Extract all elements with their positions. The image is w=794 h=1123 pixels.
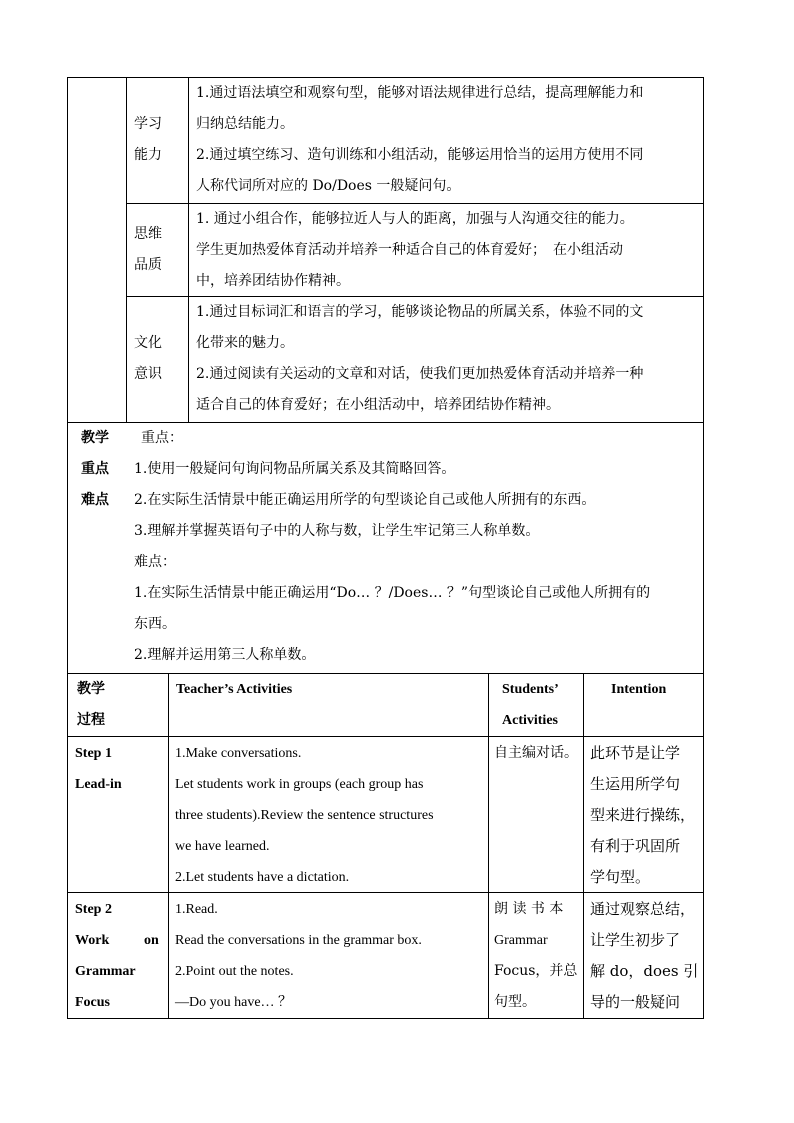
step-title: Lead-in xyxy=(75,777,122,792)
learning-ability-text: 人称代词所对应的 Do/Does 一般疑问句。 xyxy=(196,178,461,194)
key-points-text: 东西。 xyxy=(134,616,176,632)
key-points-text: 重点： xyxy=(141,430,183,446)
teacher-activity-text: Let students work in groups (each group has xyxy=(175,777,424,792)
teacher-activity-text: we have learned. xyxy=(175,839,270,854)
intention-text: 导的一般疑问 xyxy=(590,993,681,1011)
row-divider xyxy=(67,673,704,674)
cultural-awareness-label: 意识 xyxy=(134,366,162,382)
teacher-activity-text: Read the conversations in the grammar box. xyxy=(175,933,422,948)
key-points-text: 2.理解并运用第三人称单数。 xyxy=(134,647,316,663)
step-title: on xyxy=(144,933,159,948)
teacher-activity-text: —Do you have… ？ xyxy=(175,995,293,1010)
learning-ability-text: 1.通过语法填空和观察句型，能够对语法规律进行总结，提高理解能力和 xyxy=(196,85,644,101)
learning-ability-text: 2.通过填空练习、造句训练和小组活动，能够运用恰当的运用方使用不同 xyxy=(196,147,644,163)
step-title: Work xyxy=(75,933,110,948)
key-points-text: 1.使用一般疑问句询问物品所属关系及其简略回答。 xyxy=(134,461,456,477)
table-border-right xyxy=(703,77,704,1019)
col-divider xyxy=(583,673,584,1019)
teacher-activity-text: 2.Let students have a dictation. xyxy=(175,870,350,885)
teacher-activity-text: 1.Make conversations. xyxy=(175,746,302,761)
intention-text: 解 do，does 引 xyxy=(590,962,699,980)
student-activity-text: 自主编对话。 xyxy=(494,745,578,761)
col-divider xyxy=(168,673,169,1019)
student-activity-text: 朗 读 书 本 xyxy=(494,901,564,917)
thinking-quality-text: 学生更加热爱体育活动并培养一种适合自己的体育爱好； 在小组活动 xyxy=(196,242,623,258)
step-title: Step 2 xyxy=(75,902,112,917)
student-activity-text: Grammar xyxy=(494,933,548,948)
key-points-text: 2.在实际生活情景中能正确运用所学的句型谈论自己或他人所拥有的东西。 xyxy=(134,492,596,508)
step-title: Focus xyxy=(75,995,110,1010)
learning-ability-label: 能力 xyxy=(134,147,162,163)
table-border-left xyxy=(67,77,68,1019)
intention-text: 生运用所学句 xyxy=(590,775,681,793)
col-divider xyxy=(188,77,189,423)
cultural-awareness-text: 适合自己的体育爱好；在小组活动中，培养团结协作精神。 xyxy=(196,397,560,413)
thinking-quality-label: 品质 xyxy=(134,257,162,273)
intention-text: 通过观察总结， xyxy=(590,900,696,918)
student-activity-text: Focus，并总 xyxy=(494,963,578,979)
intention-text: 此环节是让学 xyxy=(590,744,681,762)
step-title: Step 1 xyxy=(75,746,112,761)
process-header-label: 过程 xyxy=(77,712,105,728)
intention-text: 型来进行操练， xyxy=(590,806,696,824)
row-divider xyxy=(67,736,704,737)
cultural-awareness-text: 1.通过目标词汇和语言的学习，能够谈论物品的所属关系，体验不同的文 xyxy=(196,304,644,320)
intention-header: Intention xyxy=(611,682,667,697)
student-activity-text: 句型。 xyxy=(494,994,536,1010)
col-divider xyxy=(126,77,127,423)
thinking-quality-text: 中，培养团结协作精神。 xyxy=(196,273,350,289)
table-border-bottom xyxy=(67,1018,704,1019)
cultural-awareness-text: 化带来的魅力。 xyxy=(196,335,294,351)
key-points-label: 重点 xyxy=(81,461,109,477)
teacher-activities-header: Teacher’s Activities xyxy=(176,682,293,697)
key-points-text: 1.在实际生活情景中能正确运用“Do… ？/Does… ？”句型谈论自己或他人所拥有的 xyxy=(134,585,651,601)
teacher-activity-text: 2.Point out the notes. xyxy=(175,964,294,979)
intention-text: 有利于巩固所 xyxy=(590,837,681,855)
learning-ability-label: 学习 xyxy=(134,116,162,132)
thinking-quality-label: 思维 xyxy=(134,226,162,242)
students-activities-header: Students’ xyxy=(502,682,559,697)
key-points-text: 难点： xyxy=(134,554,176,570)
teacher-activity-text: 1.Read. xyxy=(175,902,218,917)
thinking-quality-text: 1. 通过小组合作，能够拉近人与人的距离，加强与人沟通交往的能力。 xyxy=(196,211,634,227)
step-title: Grammar xyxy=(75,964,136,979)
cultural-awareness-text: 2.通过阅读有关运动的文章和对话，使我们更加热爱体育活动并培养一种 xyxy=(196,366,644,382)
process-header-label: 教学 xyxy=(77,681,105,697)
key-points-label: 教学 xyxy=(81,430,109,446)
students-activities-header: Activities xyxy=(502,713,558,728)
cultural-awareness-label: 文化 xyxy=(134,335,162,351)
key-points-label: 难点 xyxy=(81,492,109,508)
col-divider xyxy=(488,673,489,1019)
teacher-activity-text: three students).Review the sentence structures xyxy=(175,808,434,823)
intention-text: 学句型。 xyxy=(590,868,651,886)
intention-text: 让学生初步了 xyxy=(590,931,681,949)
learning-ability-text: 归纳总结能力。 xyxy=(196,116,294,132)
key-points-text: 3.理解并掌握英语句子中的人称与数，让学生牢记第三人称单数。 xyxy=(134,523,540,539)
